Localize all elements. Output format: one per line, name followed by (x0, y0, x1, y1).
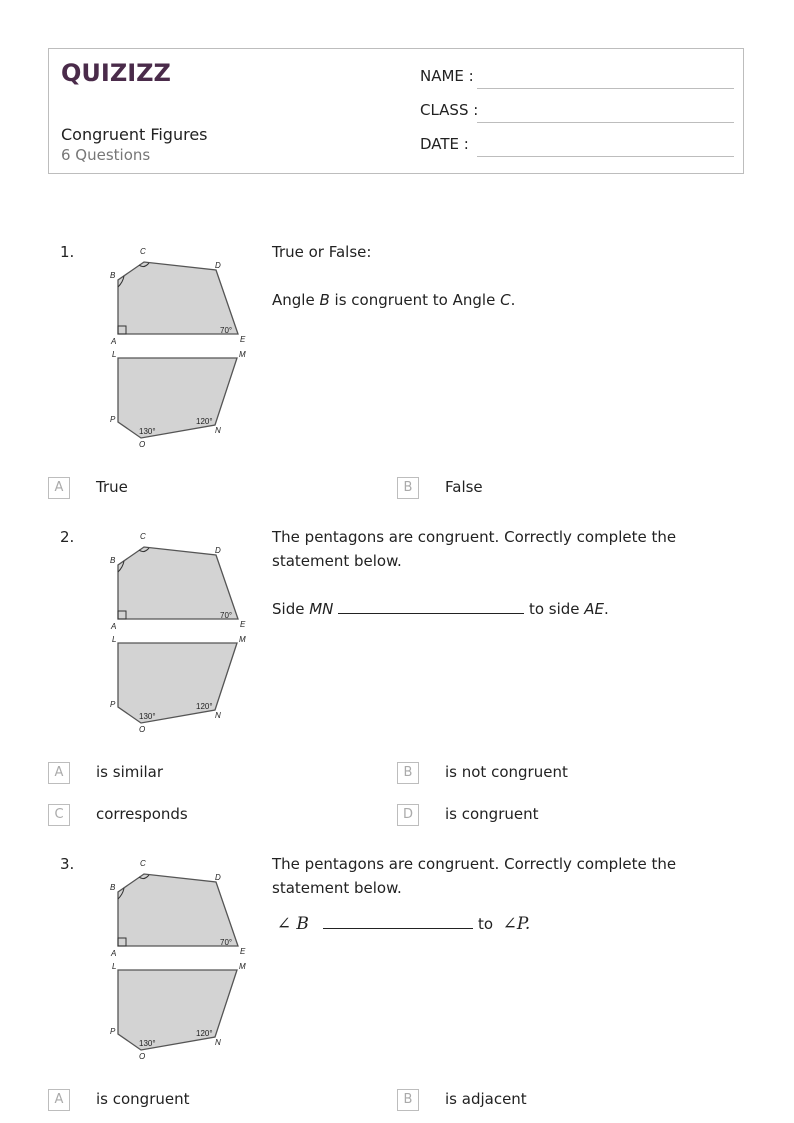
vertex-label-m: M (239, 350, 246, 359)
variable: AE (584, 600, 605, 618)
vertex-label-e: E (240, 335, 246, 344)
vertex-label-o: O (139, 440, 146, 449)
pentagon-abcde (118, 547, 238, 619)
vertex-label-c: C (140, 859, 146, 868)
class-field[interactable] (420, 101, 734, 125)
question-count: 6 Questions (61, 146, 151, 164)
quizizz-logo: QUIZIZZ (61, 59, 171, 87)
question-line: statement below. (272, 879, 402, 897)
option-letter-box[interactable]: A (48, 1089, 70, 1111)
question-number: 3. (60, 855, 75, 873)
vertex-label-d: D (215, 873, 221, 882)
vertex-label-d: D (215, 546, 221, 555)
vertex-label-n: N (215, 1038, 221, 1047)
vertex-label-p: P (110, 1027, 116, 1036)
question-statement (272, 288, 722, 312)
question-line: statement below. (272, 552, 402, 570)
class-label: CLASS : (420, 101, 479, 119)
option-letter-box[interactable]: B (397, 762, 419, 784)
vertex-label-n: N (215, 711, 221, 720)
vertex-label-p: P (110, 415, 116, 424)
vertex-label-l: L (112, 962, 117, 971)
option-text: is congruent (96, 1090, 190, 1108)
pentagons-figure (108, 529, 250, 739)
question-text (272, 852, 722, 936)
pentagon-abcde (118, 874, 238, 946)
option-text: False (445, 478, 483, 496)
vertex-label-o: O (139, 1052, 146, 1061)
text: is congruent to Angle (329, 291, 501, 309)
date-label: DATE : (420, 135, 469, 153)
angle-label-n: 120° (196, 417, 213, 426)
text: Side (272, 600, 310, 618)
pentagons-diagram (108, 244, 250, 454)
date-field[interactable] (420, 135, 734, 159)
option-text: is adjacent (445, 1090, 527, 1108)
angle-label-n: 120° (196, 702, 213, 711)
angle-label-n: 120° (196, 1029, 213, 1038)
variable: C (500, 291, 511, 309)
vertex-label-n: N (215, 426, 221, 435)
question-number: 2. (60, 528, 75, 546)
angle-label-e: 70° (220, 611, 233, 620)
question-line: True or False: (272, 243, 372, 261)
vertex-label-a: A (111, 337, 117, 346)
vertex-label-m: M (239, 962, 246, 971)
vertex-label-b: B (110, 883, 116, 892)
text: . (604, 600, 609, 618)
angle-p: ∠P. (502, 914, 531, 934)
vertex-label-e: E (240, 620, 246, 629)
vertex-label-l: L (112, 350, 117, 359)
question-line: The pentagons are congruent. Correctly complete the (272, 855, 677, 873)
option-text: True (96, 478, 128, 496)
question-number: 1. (60, 243, 75, 261)
class-line[interactable] (477, 122, 734, 123)
pentagons-diagram (108, 856, 250, 1066)
name-label: NAME : (420, 67, 474, 85)
question-statement (272, 912, 722, 936)
answer-blank (338, 597, 524, 614)
angle-label-o: 130° (139, 427, 156, 436)
option-letter-box[interactable]: C (48, 804, 70, 826)
vertex-label-p: P (110, 700, 116, 709)
vertex-label-l: L (112, 635, 117, 644)
answer-blank (323, 912, 473, 929)
text: to (478, 915, 494, 933)
option-letter-box[interactable]: A (48, 762, 70, 784)
pentagons-diagram (108, 529, 250, 739)
vertex-label-c: C (140, 532, 146, 541)
option-text: is congruent (445, 805, 539, 823)
worksheet-title: Congruent Figures (61, 125, 208, 144)
vertex-label-d: D (215, 261, 221, 270)
vertex-label-a: A (111, 949, 117, 958)
vertex-label-o: O (139, 725, 146, 734)
angle-label-e: 70° (220, 938, 233, 947)
vertex-label-m: M (239, 635, 246, 644)
option-letter-box[interactable]: B (397, 477, 419, 499)
question-statement (272, 597, 722, 621)
option-letter-box[interactable]: B (397, 1089, 419, 1111)
vertex-label-e: E (240, 947, 246, 956)
pentagons-figure (108, 856, 250, 1066)
vertex-label-c: C (140, 247, 146, 256)
worksheet-header (48, 48, 744, 174)
vertex-label-b: B (110, 271, 116, 280)
question-text (272, 240, 722, 312)
variable: B (319, 291, 330, 309)
question-text (272, 525, 722, 621)
question-line: The pentagons are congruent. Correctly complete the (272, 528, 677, 546)
name-field[interactable] (420, 67, 734, 91)
angle-b: ∠ B (276, 914, 309, 934)
option-text: is similar (96, 763, 164, 781)
angle-label-o: 130° (139, 1039, 156, 1048)
option-letter-box[interactable]: A (48, 477, 70, 499)
pentagon-abcde (118, 262, 238, 334)
option-text: is not congruent (445, 763, 568, 781)
option-letter-box[interactable]: D (397, 804, 419, 826)
vertex-label-b: B (110, 556, 116, 565)
vertex-label-a: A (111, 622, 117, 631)
pentagons-figure (108, 244, 250, 454)
text: to side (524, 600, 585, 618)
text: Angle (272, 291, 320, 309)
option-text: corresponds (96, 805, 188, 823)
text: . (510, 291, 516, 309)
variable: MN (309, 600, 334, 618)
angle-label-e: 70° (220, 326, 233, 335)
name-line[interactable] (477, 88, 734, 89)
angle-label-o: 130° (139, 712, 156, 721)
date-line[interactable] (477, 156, 734, 157)
